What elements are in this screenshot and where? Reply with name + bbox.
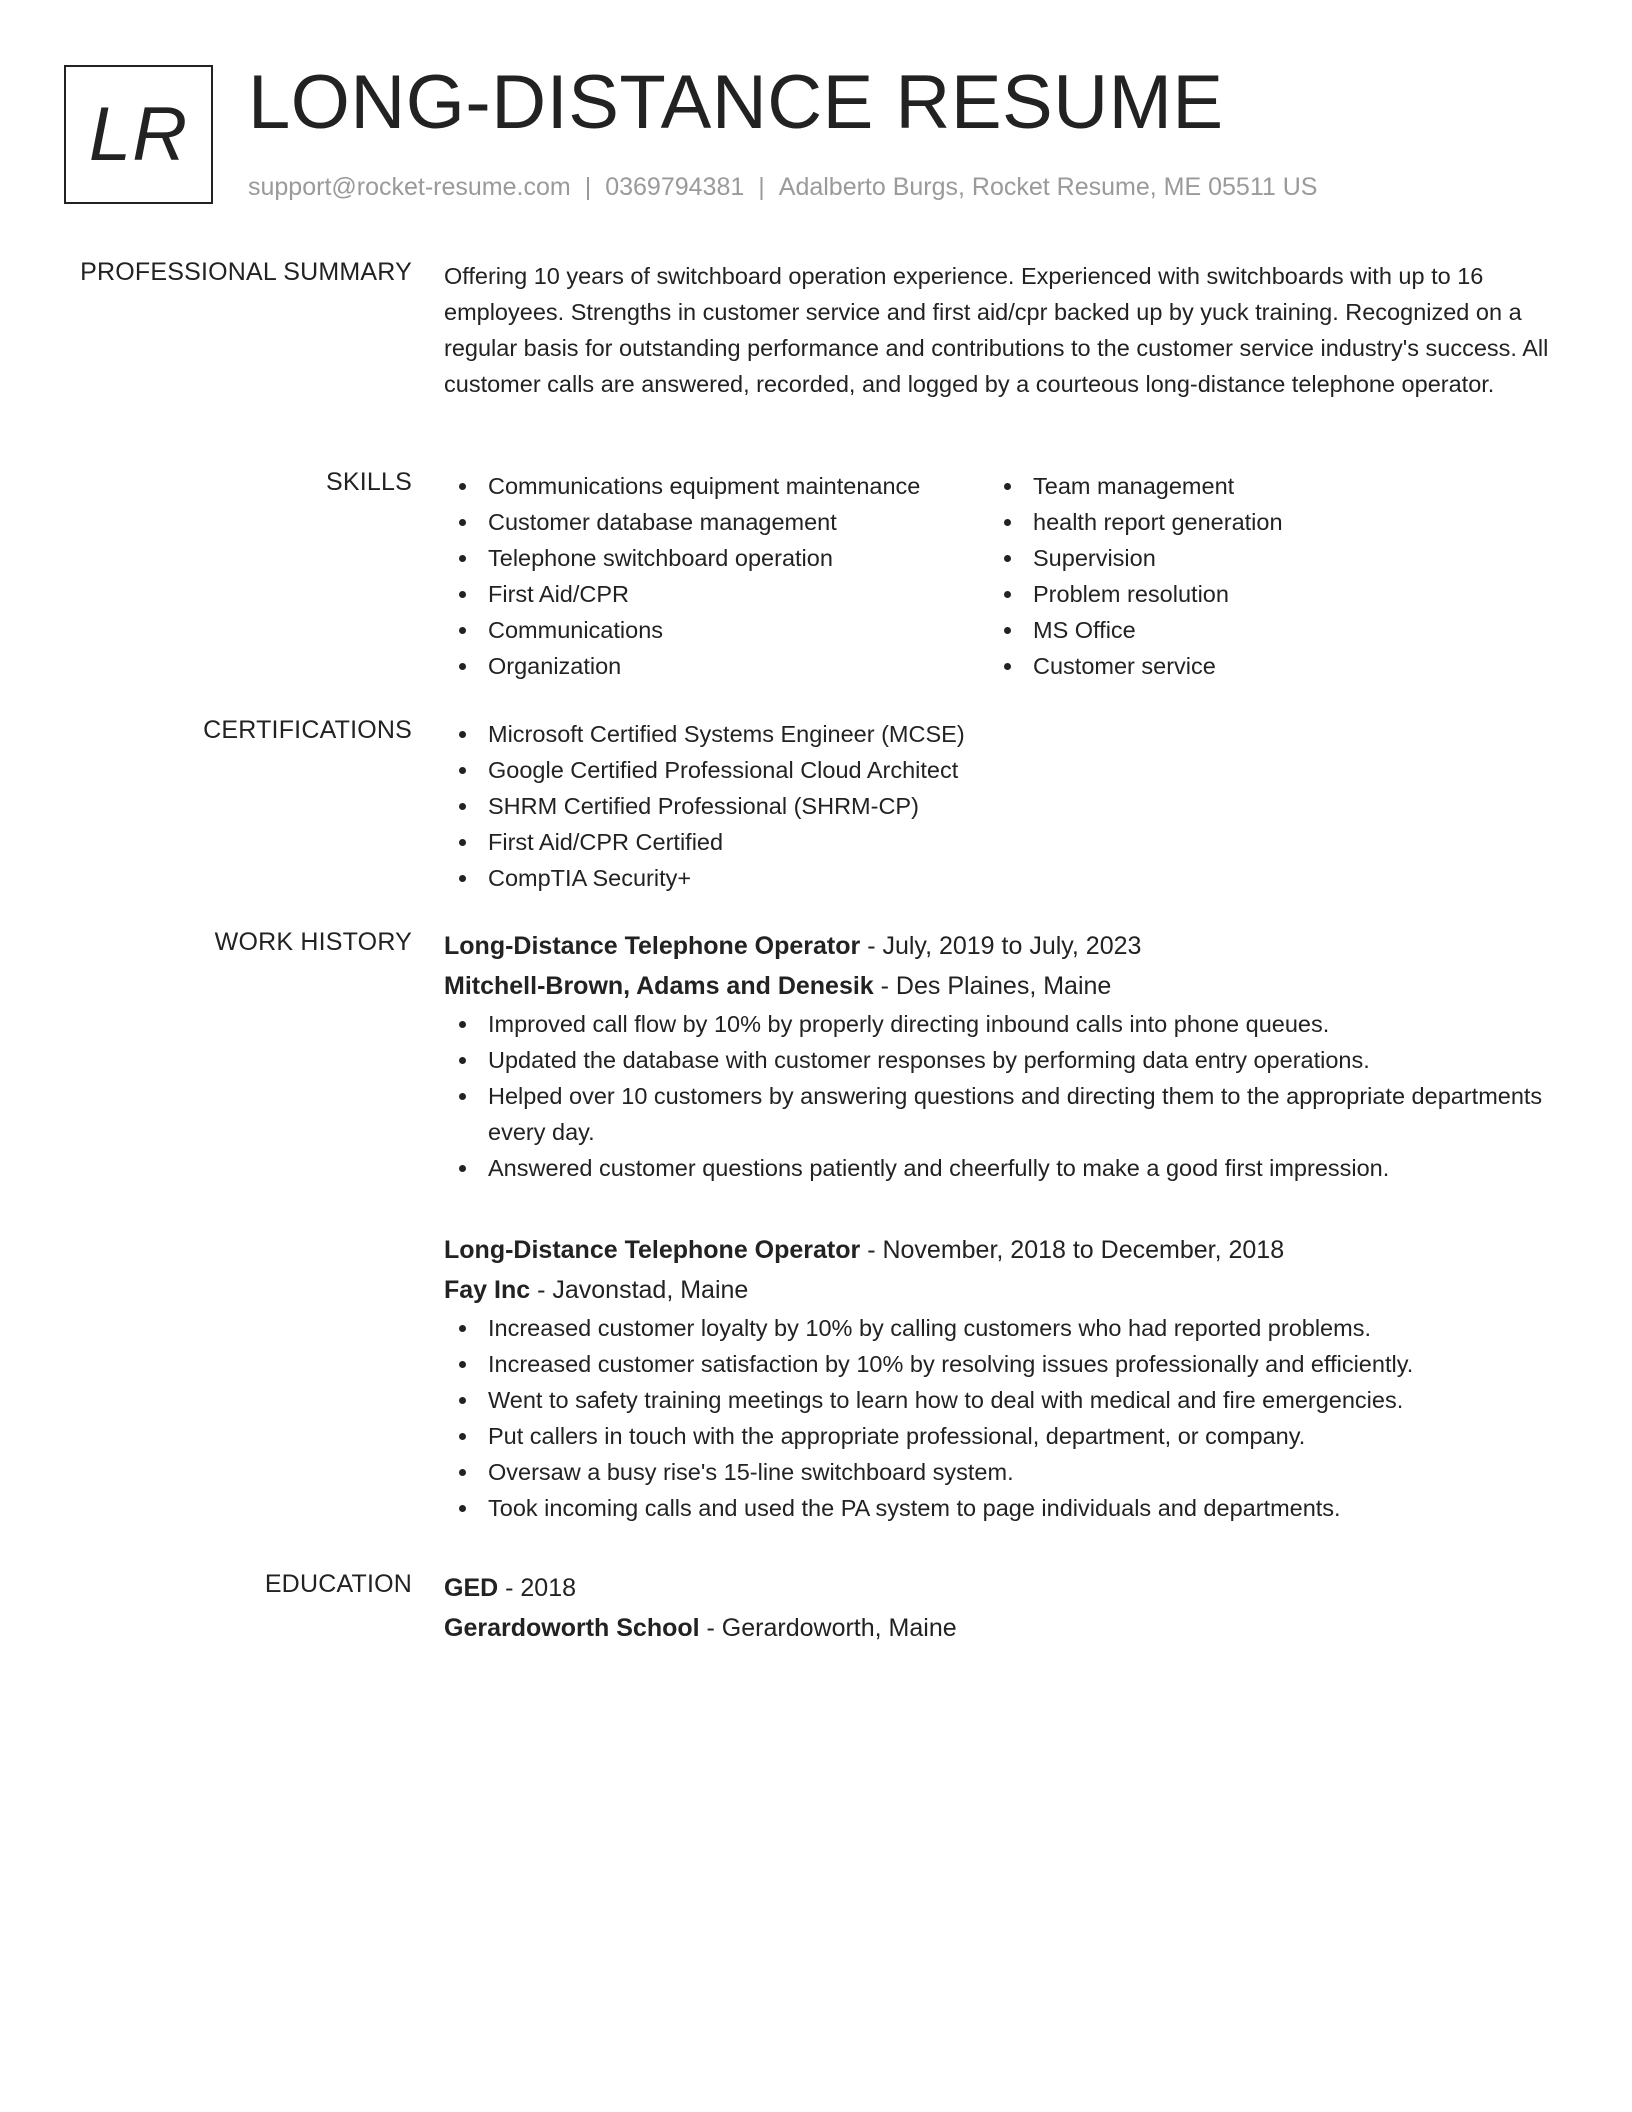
- job-bullet: Increased customer satisfaction by 10% by resolving issues professionally and efficiently.: [444, 1346, 1554, 1382]
- job-dates: - July, 2019 to July, 2023: [860, 932, 1142, 960]
- section-label-certifications: CERTIFICATIONS: [203, 716, 412, 744]
- contact-separator: |: [584, 173, 592, 201]
- resume-title: LONG-DISTANCE RESUME: [248, 60, 1224, 145]
- education-body: [444, 1568, 1554, 1648]
- work-history-body-2: [444, 1230, 1554, 1526]
- job-bullet: Updated the database with customer responses by performing data entry operations.: [444, 1042, 1554, 1078]
- job-company-line: [444, 1270, 1554, 1310]
- skill-item: MS Office: [989, 612, 1534, 648]
- certification-item: Google Certified Professional Cloud Architect: [444, 752, 1554, 788]
- education-school: Gerardoworth School: [444, 1614, 700, 1642]
- job-bullet: Helped over 10 customers by answering questions and directing them to the appropriate departments every day.: [444, 1078, 1554, 1150]
- certification-item: Microsoft Certified Systems Engineer (MCSE): [444, 716, 1554, 752]
- job-title: Long-Distance Telephone Operator: [444, 1236, 861, 1264]
- skill-item: Telephone switchboard operation: [444, 540, 989, 576]
- skill-item: First Aid/CPR: [444, 576, 989, 612]
- summary-text: Offering 10 years of switchboard operation experience. Experienced with switchboards with up to 16 employees. Strengths in customer service and first aid/cpr backed up by yuck training. Recognized on a regular basis for outstanding performance and contributions to the customer service industry's success. All customer calls are answered, recorded, and logged by a courteous long-distance telephone operator.: [444, 263, 1549, 397]
- job-bullet-list: [444, 1006, 1554, 1186]
- job-location: - Des Plaines, Maine: [873, 972, 1112, 1000]
- certifications-list: [444, 716, 1554, 896]
- skill-item: Team management: [989, 468, 1534, 504]
- contact-address: Adalberto Burgs, Rocket Resume, ME 05511 US: [778, 173, 1318, 201]
- work-history-body: [444, 926, 1554, 1186]
- certifications-body: [444, 716, 1554, 896]
- job-bullet: Took incoming calls and used the PA system to page individuals and departments.: [444, 1490, 1554, 1526]
- skill-item: Organization: [444, 648, 989, 684]
- section-label-education: EDUCATION: [264, 1570, 412, 1598]
- job-entry: [444, 926, 1554, 1186]
- certification-item: First Aid/CPR Certified: [444, 824, 1554, 860]
- job-company: Mitchell-Brown, Adams and Denesik: [444, 972, 874, 1000]
- contact-email[interactable]: support@rocket-resume.com: [248, 173, 571, 201]
- job-dates: - November, 2018 to December, 2018: [860, 1236, 1285, 1264]
- resume-header: [64, 60, 1564, 210]
- job-bullet: Oversaw a busy rise's 15-line switchboard system.: [444, 1454, 1554, 1490]
- job-bullet: Answered customer questions patiently and cheerfully to make a good first impression.: [444, 1150, 1554, 1186]
- job-bullet-list: [444, 1310, 1554, 1526]
- section-label-summary: PROFESSIONAL SUMMARY: [80, 258, 412, 286]
- skills-list-right: [989, 468, 1534, 684]
- job-bullet: Put callers in touch with the appropriate professional, department, or company.: [444, 1418, 1554, 1454]
- job-title-line: [444, 926, 1554, 966]
- certification-item: CompTIA Security+: [444, 860, 1554, 896]
- skills-columns: [444, 468, 1554, 684]
- job-company-line: [444, 966, 1554, 1006]
- skill-item: Customer database management: [444, 504, 989, 540]
- job-entry: [444, 1230, 1554, 1526]
- certification-item: SHRM Certified Professional (SHRM-CP): [444, 788, 1554, 824]
- skills-body: [444, 468, 1554, 684]
- summary-body: [444, 258, 1554, 402]
- skills-list-left: [444, 468, 989, 684]
- contact-separator: |: [758, 173, 765, 201]
- education-year: - 2018: [498, 1574, 577, 1602]
- section-label-work-history: WORK HISTORY: [214, 928, 412, 956]
- job-bullet: Improved call flow by 10% by properly directing inbound calls into phone queues.: [444, 1006, 1554, 1042]
- job-location: - Javonstad, Maine: [530, 1276, 749, 1304]
- monogram-logo: LR: [64, 65, 213, 204]
- education-location: - Gerardoworth, Maine: [699, 1614, 957, 1642]
- job-bullet: Increased customer loyalty by 10% by calling customers who had reported problems.: [444, 1310, 1554, 1346]
- contact-phone[interactable]: 0369794381: [605, 173, 745, 201]
- section-label-skills: SKILLS: [326, 468, 412, 496]
- job-bullet: Went to safety training meetings to learn how to deal with medical and fire emergencies.: [444, 1382, 1554, 1418]
- skill-item: Customer service: [989, 648, 1534, 684]
- contact-line: [248, 173, 1317, 202]
- job-title: Long-Distance Telephone Operator: [444, 932, 861, 960]
- job-company: Fay Inc: [444, 1276, 531, 1304]
- education-degree-line: [444, 1568, 1554, 1608]
- skill-item: Supervision: [989, 540, 1534, 576]
- skill-item: Problem resolution: [989, 576, 1534, 612]
- job-title-line: [444, 1230, 1554, 1270]
- education-school-line: [444, 1608, 1554, 1648]
- skill-item: Communications: [444, 612, 989, 648]
- skill-item: health report generation: [989, 504, 1534, 540]
- education-degree: GED: [444, 1574, 499, 1602]
- skill-item: Communications equipment maintenance: [444, 468, 989, 504]
